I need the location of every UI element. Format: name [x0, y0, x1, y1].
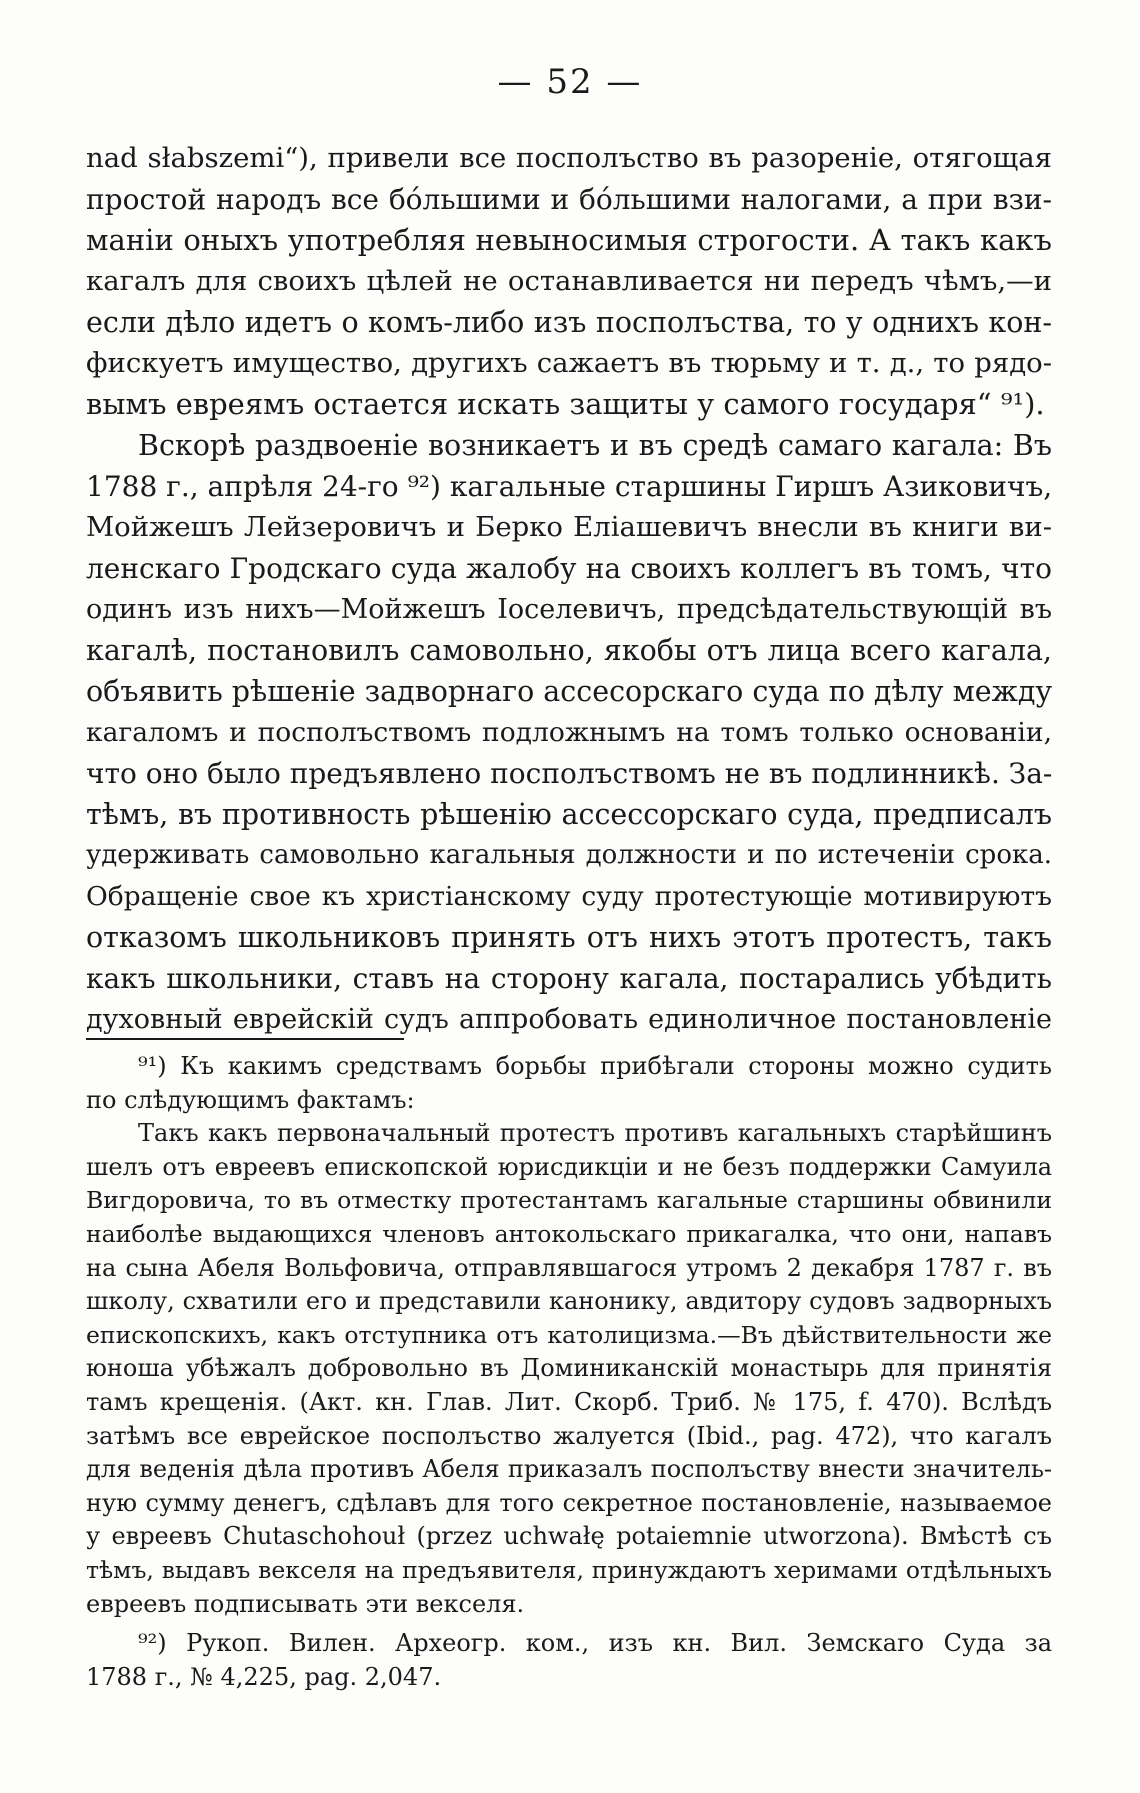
- footnote-line: затѣмъ все еврейское посполъство жалуется (Ibid., pag. 472), что кагалъ: [86, 1421, 1052, 1450]
- text-line: Обращеніе свое къ христіанскому суду протестующіе мотивируютъ: [86, 881, 1052, 912]
- text-line: простой народъ все бо́льшими и бо́льшими налогами, а при взи-: [86, 183, 1052, 216]
- text-line: nad słabszemi“), привели все посполъство въ разореніе, отягощая: [86, 142, 1052, 174]
- text-line: отказомъ школьниковъ принять отъ нихъ этотъ протестъ, такъ: [86, 921, 1052, 954]
- footnote-line: Вигдоровича, то въ отместку протестантамъ кагальные старшины обвинили: [86, 1186, 1052, 1215]
- footnote-line: ⁹²) Рукоп. Вилен. Археогр. ком., изъ кн. Вил. Земскаго Суда за: [138, 1629, 1052, 1658]
- footnote-line: евреевъ подписывать эти векселя.: [86, 1589, 525, 1618]
- text-line: Вскорѣ раздвоеніе возникаетъ и въ средѣ самаго кагала: Въ: [138, 429, 1052, 462]
- footnote-divider: [86, 1038, 404, 1040]
- footnote-line: по слѣдующимъ фактамъ:: [86, 1085, 415, 1114]
- text-line: если дѣло идетъ о комъ-либо изъ посполъства, то у однихъ кон-: [86, 306, 1052, 339]
- footnote-line: Такъ какъ первоначальный протестъ противъ кагальныхъ старѣйшинъ: [138, 1119, 1052, 1148]
- text-line: одинъ изъ нихъ—Мойжешъ Іоселевичъ, предсѣдательствующій въ: [86, 594, 1052, 625]
- footnote-line: ⁹¹) Къ какимъ средствамъ борьбы прибѣгали стороны можно судить: [138, 1052, 1052, 1080]
- footnote-line: на сына Абеля Вольфовича, отправлявшагося утромъ 2 декабря 1787 г. въ: [86, 1253, 1052, 1282]
- footnote-line: школу, схватили его и представили канонику, авдитору судовъ задворныхъ: [86, 1287, 1052, 1316]
- text-line: объявить рѣшеніе задворнаго ассесорскаго суда по дѣлу между: [86, 675, 1053, 708]
- text-line: кагаломъ и посполъствомъ подложнымъ на томъ только основаніи,: [86, 717, 1052, 748]
- page-number: — 52 —: [497, 62, 643, 102]
- text-line: кагалъ для своихъ цѣлей не останавливается ни передъ чѣмъ,—и: [86, 265, 1052, 297]
- footnote-line: для веденія дѣла противъ Абеля приказалъ посполъству внести значитель-: [86, 1455, 1052, 1484]
- footnote-line: тѣмъ, выдавъ векселя на предъявителя, принуждаютъ херимами отдѣльныхъ: [86, 1555, 1052, 1584]
- footnote-line: ную сумму денегъ, сдѣлавъ для того секретное постановленіе, называемое: [86, 1488, 1052, 1517]
- text-line: удерживать самовольно кагальныя должности и по истеченіи срока.: [86, 840, 1052, 870]
- footnote-line: шелъ отъ евреевъ епископской юрисдикціи и не безъ поддержки Самуила: [86, 1152, 1052, 1181]
- footnote-line: 1788 г., № 4,225, pag. 2,047.: [86, 1662, 442, 1691]
- text-line: кагалѣ, постановилъ самовольно, якобы отъ лица всего кагала,: [86, 634, 1052, 667]
- main-text-block: [86, 138, 1052, 1040]
- text-line: Мойжешъ Лейзеровичъ и Берко Еліашевичъ внесли въ книги ви-: [86, 511, 1052, 543]
- text-line: какъ школьники, ставъ на сторону кагала, постарались убѣдить: [86, 962, 1052, 995]
- footnote-92: [86, 1627, 1052, 1694]
- footnote-line: наиболѣе выдающихся членовъ антокольскаго прикагалка, что они, напавъ: [86, 1219, 1052, 1248]
- text-line: что оно было предъявлено посполъствомъ не въ подлинникѣ. За-: [86, 757, 1053, 790]
- footnote-line: юноша убѣжалъ добровольно въ Доминиканскій монастырь для принятія: [86, 1354, 1052, 1383]
- text-line: ленскаго Гродскаго суда жалобу на своихъ коллегъ въ томъ, что: [86, 552, 1052, 585]
- text-line: 1788 г., апрѣля 24-го ⁹²) кагальные старшины Гиршъ Азиковичъ,: [86, 470, 1053, 503]
- text-line: вымъ евреямъ остается искать защиты у самого государя“ ⁹¹).: [86, 387, 1045, 421]
- footnote-line: у евреевъ Chutaschohouł (przez uchwałę potaiemnie utworzona). Вмѣстѣ съ: [86, 1522, 1052, 1551]
- footnote-line: тамъ крещенія. (Акт. кн. Глав. Лит. Скорб. Триб. № 175, f. 470). Вслѣдъ: [86, 1387, 1052, 1416]
- footnote-91: [86, 1050, 1052, 1621]
- text-line: духовный еврейскій судъ аппробовать единоличное постановленіе: [86, 1004, 1052, 1035]
- text-line: тѣмъ, въ противность рѣшенію ассессорскаго суда, предписалъ: [86, 798, 1052, 831]
- footnotes-block: [86, 1050, 1052, 1694]
- footnote-line: епископскихъ, какъ отступника отъ католицизма.—Въ дѣйствительности же: [86, 1320, 1052, 1349]
- text-line: фискуетъ имущество, другихъ сажаетъ въ тюрьму и т. д., то рядо-: [86, 347, 1052, 379]
- text-line: маніи оныхъ употребляя невыносимыя строгости. А такъ какъ: [86, 223, 1052, 257]
